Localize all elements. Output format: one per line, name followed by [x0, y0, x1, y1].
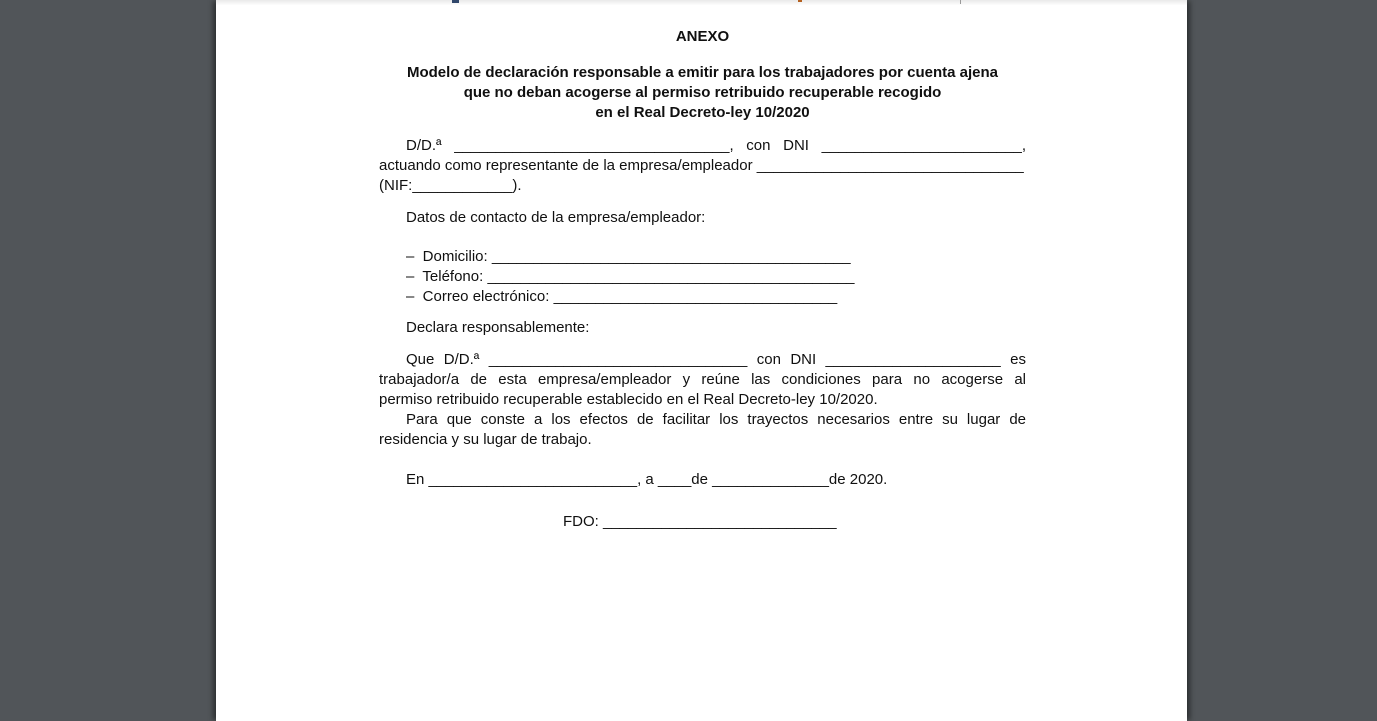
heading-line-1: Modelo de declaración responsable a emitir para los trabajadores por cuenta ajena	[406, 64, 999, 81]
representative-name-dni-line: D/D.ª _________________________________, con DNI ________________________,	[406, 137, 1026, 154]
document-content	[379, 0, 1026, 532]
document-heading	[379, 63, 1026, 123]
representative-company-line: actuando como representante de la empresa/empleador ________________________________	[379, 157, 1024, 174]
paragraph-worker-declaration	[379, 350, 1026, 410]
purpose-line-2: residencia y su lugar de trabajo.	[379, 431, 592, 448]
representative-nif-line: (NIF:____________).	[379, 177, 522, 194]
contact-item-telefono: – Teléfono: ____________________________________________	[406, 268, 855, 285]
signature-line: FDO: ____________________________	[563, 513, 837, 530]
date-place-line: En _________________________, a ____de ______________de 2020.	[406, 471, 888, 488]
contact-intro: Datos de contacto de la empresa/empleador:	[406, 209, 706, 226]
heading-line-3: en el Real Decreto-ley 10/2020	[595, 104, 810, 121]
contact-list	[379, 247, 1026, 307]
contact-item-domicilio: – Domicilio: ___________________________________________	[406, 248, 851, 265]
worker-conditions-line: trabajador/a de esta empresa/empleador y reúne las condiciones para no acogerse al	[379, 371, 1026, 388]
contact-item-correo: – Correo electrónico: __________________________________	[406, 288, 838, 305]
paragraph-representative	[379, 136, 1026, 196]
declaration-intro: Declara responsablemente:	[406, 319, 590, 336]
heading-line-2: que no deban acogerse al permiso retribuido recuperable recogido	[463, 84, 942, 101]
worker-name-dni-line: Que D/D.ª _______________________________ con DNI _____________________ es	[406, 351, 1026, 368]
purpose-line-1: Para que conste a los efectos de facilitar los trayectos necesarios entre su lugar de	[406, 411, 1026, 428]
document-page	[216, 0, 1187, 721]
paragraph-purpose	[379, 410, 1026, 450]
annex-title: ANEXO	[675, 28, 730, 45]
worker-decree-line: permiso retribuido recuperable establecido en el Real Decreto-ley 10/2020.	[379, 391, 878, 408]
